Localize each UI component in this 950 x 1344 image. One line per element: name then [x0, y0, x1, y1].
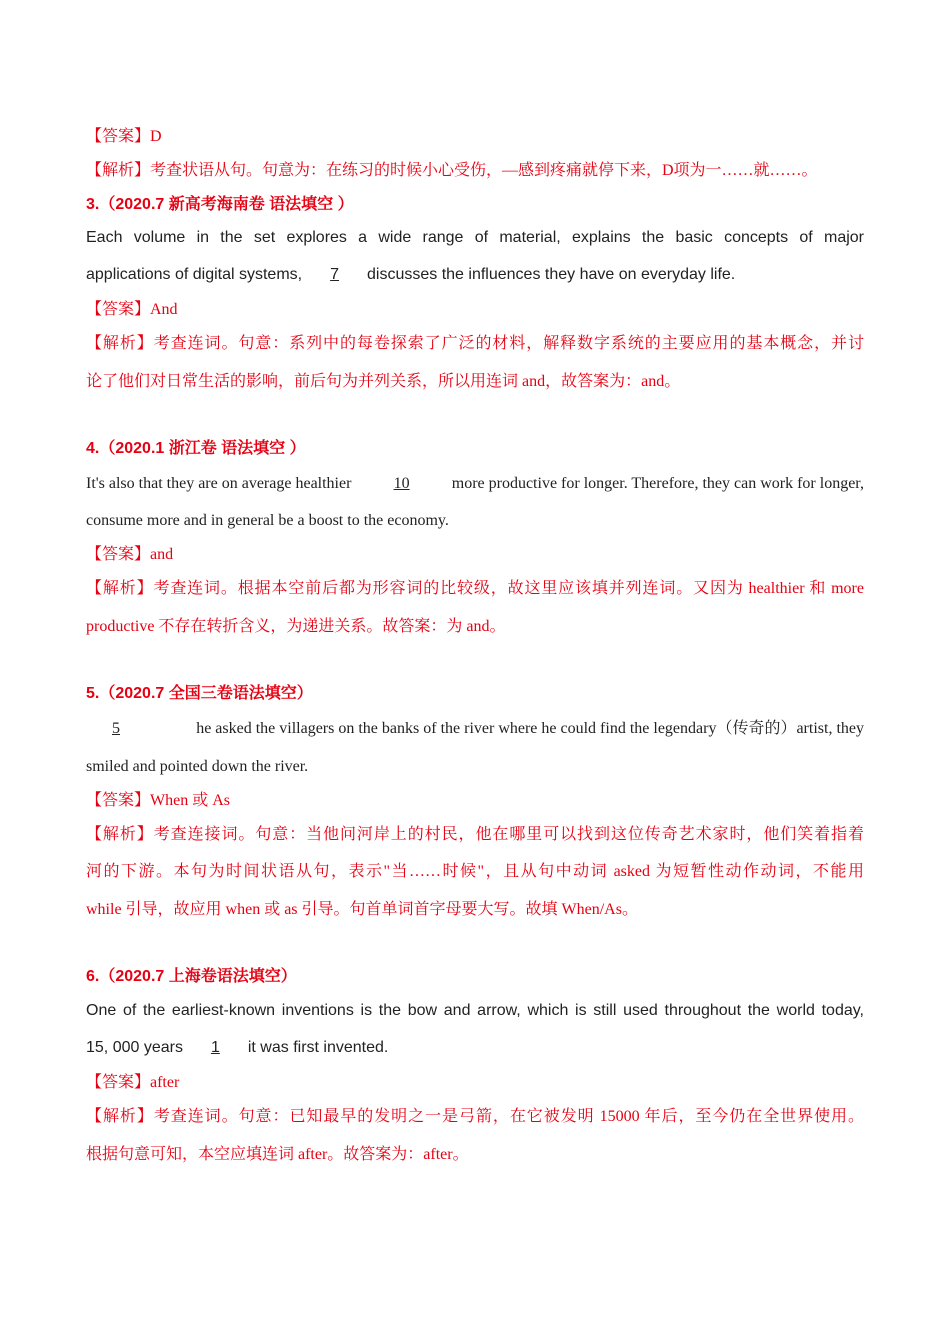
q3-text-before-blank: applications of digital systems,	[86, 266, 303, 283]
q4-text-after-blank: more productive for longer. Therefore, they can work for longer,	[451, 475, 864, 492]
q4-text-line-1	[86, 474, 864, 494]
q6-text-after-blank: it was first invented.	[247, 1039, 389, 1056]
q4-analysis-line-2: productive 不存在转折含义，为递进关系。故答案：为 and。	[86, 618, 506, 635]
q3-text-line-2	[86, 265, 864, 285]
q6-analysis-line-1: 【解析】考查连词。句意：已知最早的发明之一是弓箭，在它被发明 15000 年后，至今仍在全世界使用。	[86, 1108, 864, 1125]
q6-header: 6.（2020.7 上海卷语法填空）	[86, 968, 297, 985]
q5-header: 5.（2020.7 全国三卷语法填空）	[86, 685, 313, 702]
q6-answer: 【答案】after	[86, 1074, 180, 1091]
q6-analysis-line-2: 根据句意可知，本空应填连词 after。故答案为：after。	[86, 1146, 469, 1163]
q5-analysis-line-2: 河的下游。本句为时间状语从句，表示"当……时候"，且从句中动词 asked 为短暂性动作动词，不能用	[86, 863, 864, 880]
q3-analysis-line-1: 【解析】考查连词。句意：系列中的每卷探索了广泛的材料，解释数字系统的主要应用的基本概念，并讨	[86, 335, 864, 352]
q5-analysis-line-1: 【解析】考查连接词。句意：当他问河岸上的村民，他在哪里可以找到这位传奇艺术家时，他们笑着指着	[86, 826, 864, 843]
q3-blank: 7	[330, 266, 340, 283]
q5-text-after-blank: he asked the villagers on the banks of the river where he could find the legendary（传奇的）artist, they	[196, 720, 864, 737]
q5-text-line-2: smiled and pointed down the river.	[86, 758, 309, 775]
q5-blank: 5	[112, 720, 120, 737]
q2-analysis: 【解析】考查状语从句。句意为：在练习的时候小心受伤，—感到疼痛就停下来，D项为一……就……。	[86, 162, 818, 179]
q4-text-line-2: consume more and in general be a boost to the economy.	[86, 512, 449, 529]
q3-analysis-line-2: 论了他们对日常生活的影响，前后句为并列关系，所以用连词 and，故答案为：and。	[86, 373, 681, 390]
q3-text-after-blank: discusses the influences they have on everyday life.	[367, 266, 736, 283]
q6-text-line-2	[86, 1038, 864, 1058]
q4-text-before-blank: It's also that they are on average healthier	[86, 475, 352, 492]
q5-text-line-1	[86, 719, 864, 739]
q4-answer: 【答案】and	[86, 546, 174, 563]
q6-blank: 1	[210, 1039, 220, 1056]
q3-answer: 【答案】And	[86, 301, 178, 318]
q5-analysis-line-3: while 引导，故应用 when 或 as 引导。句首单词首字母要大写。故填 When/As。	[86, 901, 638, 918]
q4-analysis-line-1: 【解析】考查连词。根据本空前后都为形容词的比较级，故这里应该填并列连词。又因为 healthier 和 more	[86, 580, 864, 597]
q4-header: 4.（2020.1 浙江卷 语法填空 ）	[86, 440, 306, 457]
q5-answer: 【答案】When 或 As	[86, 792, 230, 809]
q6-text-line-1: One of the earliest-known inventions is the bow and arrow, which is still used throughout the world today,	[86, 1002, 864, 1019]
q3-header: 3.（2020.7 新高考海南卷 语法填空 ）	[86, 196, 354, 213]
q4-blank: 10	[393, 475, 410, 492]
q2-answer: 【答案】D	[86, 128, 162, 145]
q3-text-line-1: Each volume in the set explores a wide range of material, explains the basic concepts of major	[86, 229, 864, 246]
q6-text-before-blank: 15, 000 years	[86, 1039, 183, 1056]
